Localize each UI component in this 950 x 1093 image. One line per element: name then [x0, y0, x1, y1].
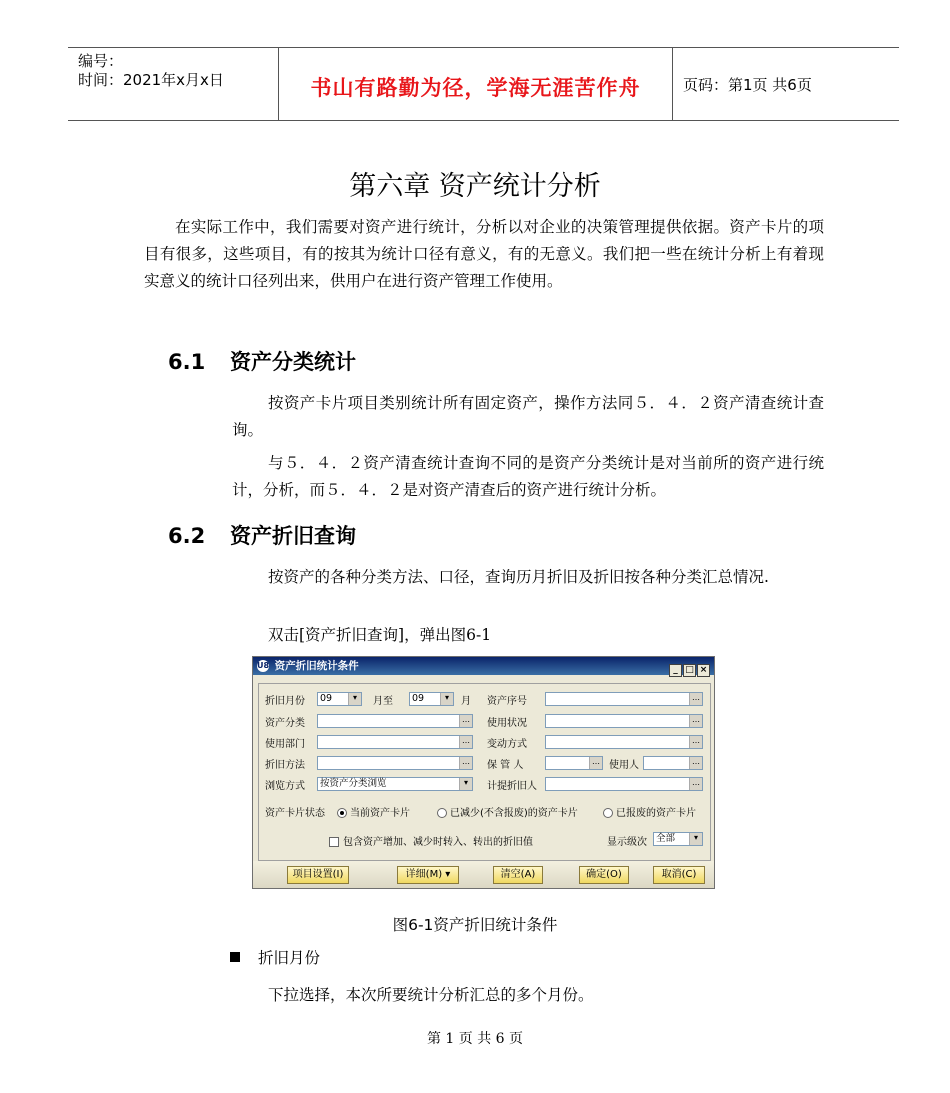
clear-button[interactable]: 清空(A) — [493, 866, 543, 884]
status-option-label: 已减少(不含报废)的资产卡片 — [450, 808, 578, 819]
chevron-down-icon: ▾ — [440, 693, 453, 705]
page-label: 页码：第1页 共6页 — [683, 76, 812, 94]
ellipsis-icon[interactable]: … — [459, 715, 472, 727]
paragraph: 与５．４．２资产清查统计查询不同的是资产分类统计是对当前所的资产进行统计，分析，而５．４．２是对资产清查后的资产进行统计分析。 — [232, 454, 824, 499]
minimize-icon[interactable]: _ — [669, 664, 682, 677]
intro-paragraph: 在实际工作中，我们需要对资产进行统计，分析以对企业的决策管理提供依据。资产卡片的项目有很多，这些项目，有的按其为统计口径有意义，有的无意义。我们把一些在统计分析上有着现实意义的统计口径列出来，供用户在进行资产管理工作使用。 — [144, 218, 824, 290]
change-method-field[interactable] — [545, 735, 703, 749]
dialog-titlebar — [253, 657, 714, 675]
bullet-description: 下拉选择，本次所要统计分析汇总的多个月份。 — [268, 986, 594, 1004]
dep-method-field[interactable] — [317, 756, 473, 770]
asset-no-label: 资产序号 — [487, 696, 527, 707]
settings-button[interactable]: 项目设置(I) — [287, 866, 349, 884]
paragraph: 按资产卡片项目类别统计所有固定资产，操作方法同５．４．２资产清查统计查询。 — [232, 394, 824, 439]
month-from-select[interactable] — [317, 692, 362, 706]
browse-select[interactable] — [317, 777, 473, 791]
section-heading — [168, 346, 356, 376]
status-option-label: 当前资产卡片 — [350, 808, 410, 819]
motto: 书山有路勤为径，学海无涯苦作舟 — [310, 76, 641, 100]
status-radio-reduced[interactable] — [437, 804, 578, 819]
section-number: 6.2 — [168, 524, 206, 548]
month-to-label: 月至 — [373, 696, 393, 707]
page-footer: 第 1 页 共 6 页 — [426, 1031, 524, 1047]
button-bar — [253, 861, 714, 888]
radio-selected-icon — [337, 808, 347, 818]
status-label: 资产卡片状态 — [265, 808, 325, 819]
status-radio-scrapped[interactable] — [603, 804, 696, 819]
paragraph: 双击[资产折旧查询]，弹出图6-1 — [268, 626, 492, 644]
ellipsis-icon[interactable]: … — [689, 778, 702, 790]
usage-status-label: 使用状况 — [487, 718, 527, 729]
browse-value: 按资产分类浏览 — [320, 778, 387, 789]
paragraph: 按资产的各种分类方法、口径，查询历月折旧及折旧按各种分类汇总情况. — [268, 568, 769, 586]
accrual-person-field[interactable] — [545, 777, 703, 791]
dialog-title: 资产折旧统计条件 — [274, 660, 359, 672]
level-select[interactable] — [653, 832, 703, 846]
include-transfer-checkbox[interactable] — [329, 833, 533, 848]
category-label: 资产分类 — [265, 718, 305, 729]
user-label: 使用人 — [609, 760, 639, 771]
category-field[interactable] — [317, 714, 473, 728]
month-unit: 月 — [461, 696, 471, 707]
ellipsis-icon[interactable]: … — [589, 757, 602, 769]
chevron-down-icon: ▾ — [348, 693, 361, 705]
month-to-value: 09 — [412, 693, 425, 704]
custodian-field[interactable] — [545, 756, 603, 770]
change-method-label: 变动方式 — [487, 739, 527, 750]
app-logo-icon: U8 — [257, 661, 270, 670]
custodian-label: 保 管 人 — [487, 760, 524, 771]
department-label: 使用部门 — [265, 739, 305, 750]
header-meta — [78, 52, 224, 90]
asset-no-field[interactable] — [545, 692, 703, 706]
ellipsis-icon[interactable]: … — [689, 736, 702, 748]
cancel-button[interactable]: 取消(C) — [653, 866, 705, 884]
chevron-down-icon: ▾ — [459, 778, 472, 790]
radio-icon — [603, 808, 613, 818]
time-label: 时间：2021年x月x日 — [78, 71, 224, 89]
department-field[interactable] — [317, 735, 473, 749]
ok-button[interactable]: 确定(O) — [579, 866, 629, 884]
bullet-label: 折旧月份 — [258, 949, 321, 967]
checkbox-icon — [329, 837, 339, 847]
accrual-person-label: 计提折旧人 — [487, 781, 537, 792]
maximize-icon[interactable]: □ — [683, 664, 696, 677]
section-title: 资产折旧查询 — [230, 524, 356, 548]
browse-label: 浏览方式 — [265, 781, 305, 792]
bullet-square-icon — [230, 952, 240, 962]
number-label: 编号： — [78, 52, 124, 70]
close-icon[interactable]: × — [697, 664, 710, 677]
dep-method-label: 折旧方法 — [265, 760, 305, 771]
user-field[interactable] — [643, 756, 703, 770]
chevron-down-icon: ▾ — [689, 833, 702, 845]
bullet-item — [230, 946, 320, 968]
depreciation-dialog — [252, 656, 715, 889]
figure-caption: 图6-1资产折旧统计条件 — [392, 916, 558, 934]
section-title: 资产分类统计 — [230, 350, 356, 374]
ellipsis-icon[interactable]: … — [459, 736, 472, 748]
chapter-title: 第六章 资产统计分析 — [349, 171, 601, 202]
usage-status-field[interactable] — [545, 714, 703, 728]
level-value: 全部 — [656, 833, 676, 844]
level-label: 显示级次 — [607, 837, 647, 848]
conditions-area — [258, 683, 711, 861]
ellipsis-icon[interactable]: … — [689, 715, 702, 727]
status-radio-current[interactable] — [337, 804, 410, 819]
detail-button[interactable]: 详细(M) ▾ — [397, 866, 459, 884]
ellipsis-icon[interactable]: … — [689, 757, 702, 769]
radio-icon — [437, 808, 447, 818]
divider — [672, 48, 673, 120]
month-label: 折旧月份 — [265, 696, 305, 707]
status-option-label: 已报废的资产卡片 — [616, 808, 696, 819]
section-heading — [168, 520, 356, 550]
checkbox-label: 包含资产增加、减少时转入、转出的折旧值 — [343, 837, 533, 848]
page-header — [68, 47, 899, 121]
ellipsis-icon[interactable]: … — [689, 693, 702, 705]
section-number: 6.1 — [168, 350, 206, 374]
month-to-select[interactable] — [409, 692, 454, 706]
month-from-value: 09 — [320, 693, 333, 704]
ellipsis-icon[interactable]: … — [459, 757, 472, 769]
